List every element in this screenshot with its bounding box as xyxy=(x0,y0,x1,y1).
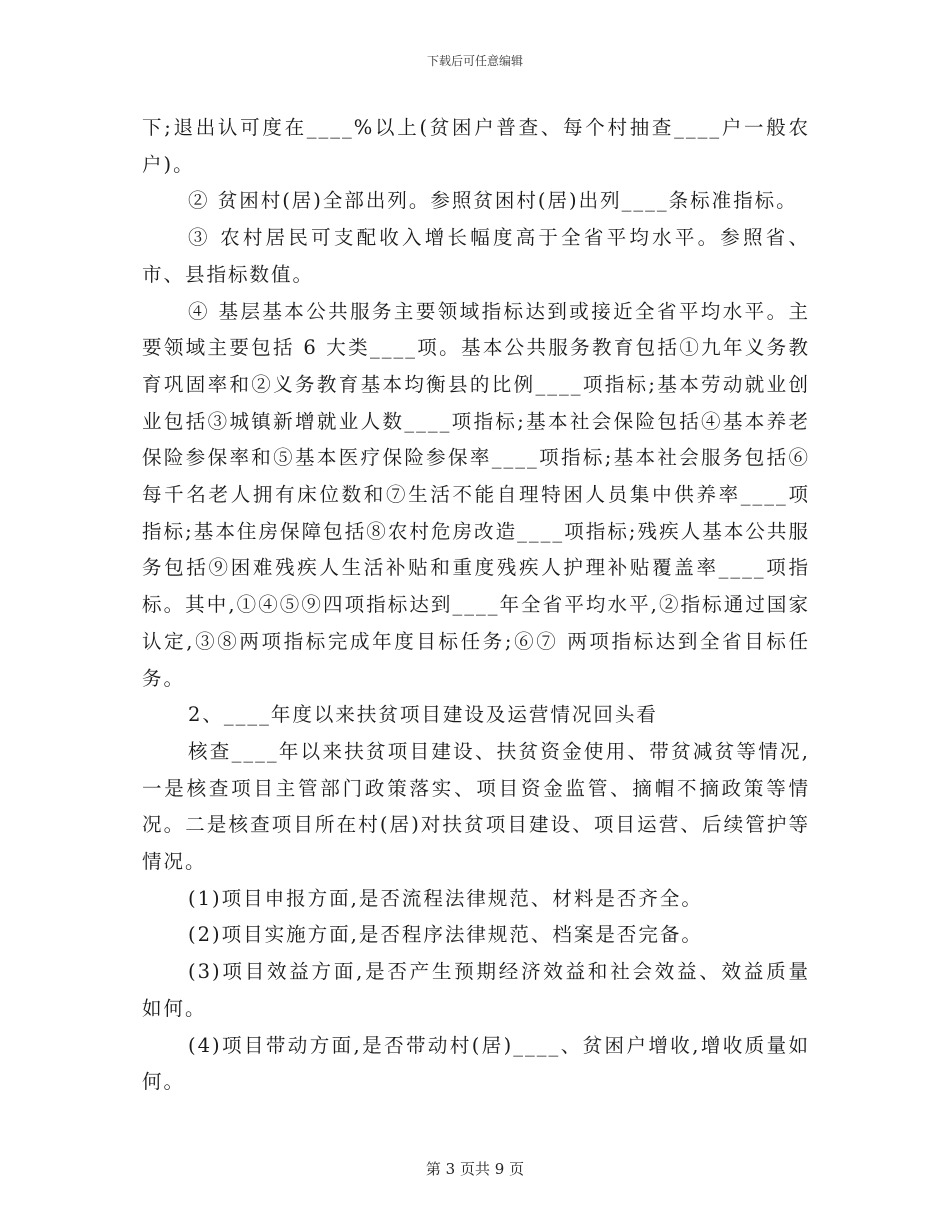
list-item: (4)项目带动方面,是否带动村(居)____、贫困户增收,增收质量如何。 xyxy=(142,1033,810,1094)
paragraph: ② 贫困村(居)全部出列。参照贫困村(居)出列____条标准指标。 xyxy=(188,189,798,213)
list-item: (3)项目效益方面,是否产生预期经济效益和社会效益、效益质量如何。 xyxy=(142,960,810,1020)
paragraph: 下;退出认可度在____%以上(贫困户普查、每个村抽查____户一般农户)。 xyxy=(142,116,810,176)
paragraph: ③ 农村居民可支配收入增长幅度高于全省平均水平。参照省、市、县指标数值。 xyxy=(142,226,810,286)
page-header: 下载后可任意编辑 xyxy=(426,54,523,68)
paragraph: 核查____年以来扶贫项目建设、扶贫资金使用、带贫减贫等情况,一是核查项目主管部门政策落实、项目资金监管、摘帽不摘政策等情况。二是核查项目所在村(居)对扶贫项目建设、项目运营、后续管护等情况。 xyxy=(142,739,810,874)
list-item: (2)项目实施方面,是否程序法律规范、档案是否完备。 xyxy=(188,923,703,947)
section-heading: 2、____年度以来扶贫项目建设及运营情况回头看 xyxy=(188,703,658,727)
document-body xyxy=(142,110,810,1101)
paragraph: ④ 基层基本公共服务主要领域指标达到或接近全省平均水平。主要领域主要包括 6 大类____项。基本公共服务教育包括①九年义务教育巩固率和②义务教育基本均衡县的比例____项指标;基本劳动就业创业包括③城镇新增就业人数____项指标;基本社会保险包括④基本养老保险参保率和⑤基本医疗保险参保率____项指标;基本社会服务包括⑥每千名老人拥有床位数和⑦生活不能自理特困人员集中供养率____项指标;基本住房保障包括⑧农村危房改造____项指标;残疾人基本公共服务包括⑨困难残疾人生活补贴和重度残疾人护理补贴覆盖率____项指标。其中,①④⑤⑨四项指标达到____年全省平均水平,②指标通过国家认定,③⑧两项指标完成年度目标任务;⑥⑦ 两项指标达到全省目标任务。 xyxy=(142,299,810,690)
list-item: (1)项目申报方面,是否流程法律规范、材料是否齐全。 xyxy=(188,886,703,910)
page-footer: 第 3 页共 9 页 xyxy=(425,1160,525,1178)
